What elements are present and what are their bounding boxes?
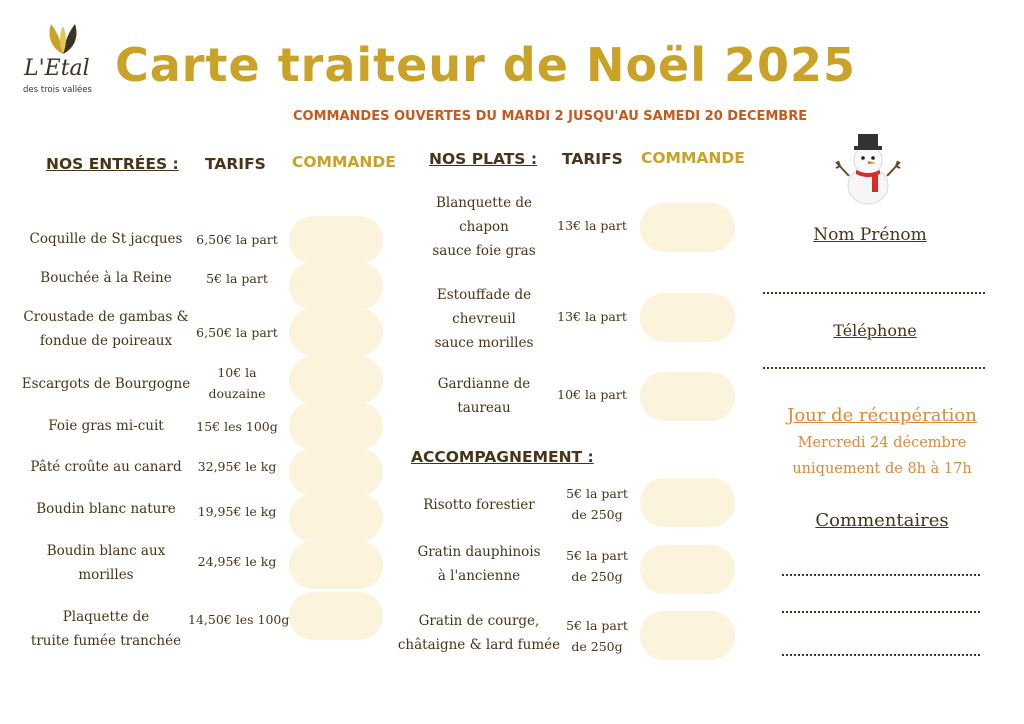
entree-name: Croustade de gambas & fondue de poireaux (23, 309, 189, 349)
plat-order-field[interactable] (640, 203, 735, 252)
accompagnement-order-field[interactable] (640, 611, 735, 660)
nom-prenom-label: Nom Prénom (813, 225, 927, 245)
plat-order-field[interactable] (640, 372, 735, 421)
plat-price: 10€ la part (557, 387, 627, 402)
telephone-label: Téléphone (833, 321, 917, 340)
entrees-header: NOS ENTRÉES : (46, 155, 179, 173)
entree-name: Foie gras mi-cuit (48, 418, 164, 434)
entree-order-field[interactable] (289, 402, 383, 450)
entree-name: Coquille de St jacques (29, 231, 183, 247)
entree-price: 6,50€ la part (196, 325, 278, 340)
accompagnement-price: 5€ la part de 250g (566, 486, 628, 522)
accompagnement-order-field[interactable] (640, 545, 735, 594)
entrees-commande-header: COMMANDE (292, 153, 396, 171)
entree-name: Plaquette de truite fumée tranchée (30, 609, 182, 649)
accompagnement-name: Risotto forestier (423, 497, 535, 513)
entree-name: Boudin blanc nature (36, 501, 176, 517)
entree-price: 10€ la douzaine (208, 365, 266, 401)
logo-subtitle: des trois vallées (23, 85, 92, 95)
comments-line-1[interactable] (782, 574, 980, 576)
accompagnement-name: Gratin de courge, châtaigne & lard fumée (397, 613, 561, 653)
accompagnement-name: Gratin dauphinois à l'ancienne (417, 544, 541, 584)
order-dates-subtitle: COMMANDES OUVERTES DU MARDI 2 JUSQU'AU SAMEDI 20 DECEMBRE (293, 109, 808, 124)
logo-name: L'Etal (24, 56, 90, 81)
plats-header: NOS PLATS : (429, 150, 538, 168)
pickup-hours: uniquement de 8h à 17h (792, 461, 972, 477)
plat-price: 13€ la part (557, 218, 627, 233)
entree-name: Pâté croûte au canard (30, 459, 182, 475)
plat-name: Blanquette de chapon sauce foie gras (432, 195, 536, 259)
comments-line-3[interactable] (782, 654, 980, 656)
nom-prenom-field[interactable] (763, 292, 985, 294)
entree-price: 15€ les 100g (196, 419, 278, 434)
entree-order-field[interactable] (289, 448, 383, 496)
entree-price: 14,50€ les 100g (188, 612, 290, 627)
entree-order-field[interactable] (289, 356, 383, 404)
entree-price: 19,95€ le kg (197, 504, 277, 519)
telephone-field[interactable] (763, 367, 985, 369)
entree-name: Boudin blanc aux morilles (46, 543, 166, 583)
plats-commande-header: COMMANDE (641, 149, 745, 167)
snowman-icon (832, 124, 904, 206)
accompagnement-order-field[interactable] (640, 478, 735, 527)
plat-price: 13€ la part (557, 309, 627, 324)
entree-price: 6,50€ la part (196, 232, 278, 247)
leaf-logo-icon (45, 22, 81, 56)
comments-label: Commentaires (815, 510, 949, 531)
entree-name: Escargots de Bourgogne (21, 376, 191, 392)
pickup-date: Mercredi 24 décembre (797, 435, 967, 451)
entrees-tarifs-header: TARIFS (205, 155, 266, 173)
accompagnement-price: 5€ la part de 250g (566, 548, 628, 584)
plat-order-field[interactable] (640, 293, 735, 342)
entree-order-field[interactable] (289, 592, 383, 640)
plats-tarifs-header: TARIFS (562, 150, 623, 168)
entree-order-field[interactable] (289, 541, 383, 589)
comments-line-2[interactable] (782, 611, 980, 613)
plat-name: Estouffade de chevreuil sauce morilles (434, 287, 534, 351)
entree-order-field[interactable] (289, 262, 383, 310)
entree-order-field[interactable] (289, 494, 383, 542)
entree-order-field[interactable] (289, 308, 383, 356)
entree-order-field[interactable] (289, 216, 383, 264)
page-title: Carte traiteur de Noël 2025 (115, 38, 857, 92)
entree-price: 5€ la part (206, 271, 268, 286)
entree-price: 24,95€ le kg (197, 554, 277, 569)
entree-price: 32,95€ le kg (197, 459, 277, 474)
plat-name: Gardianne de taureau (437, 376, 531, 416)
accompagnement-price: 5€ la part de 250g (566, 618, 628, 654)
entree-name: Bouchée à la Reine (40, 270, 172, 286)
accompagnement-header: ACCOMPAGNEMENT : (411, 448, 594, 466)
pickup-day-title: Jour de récupération (787, 405, 977, 426)
